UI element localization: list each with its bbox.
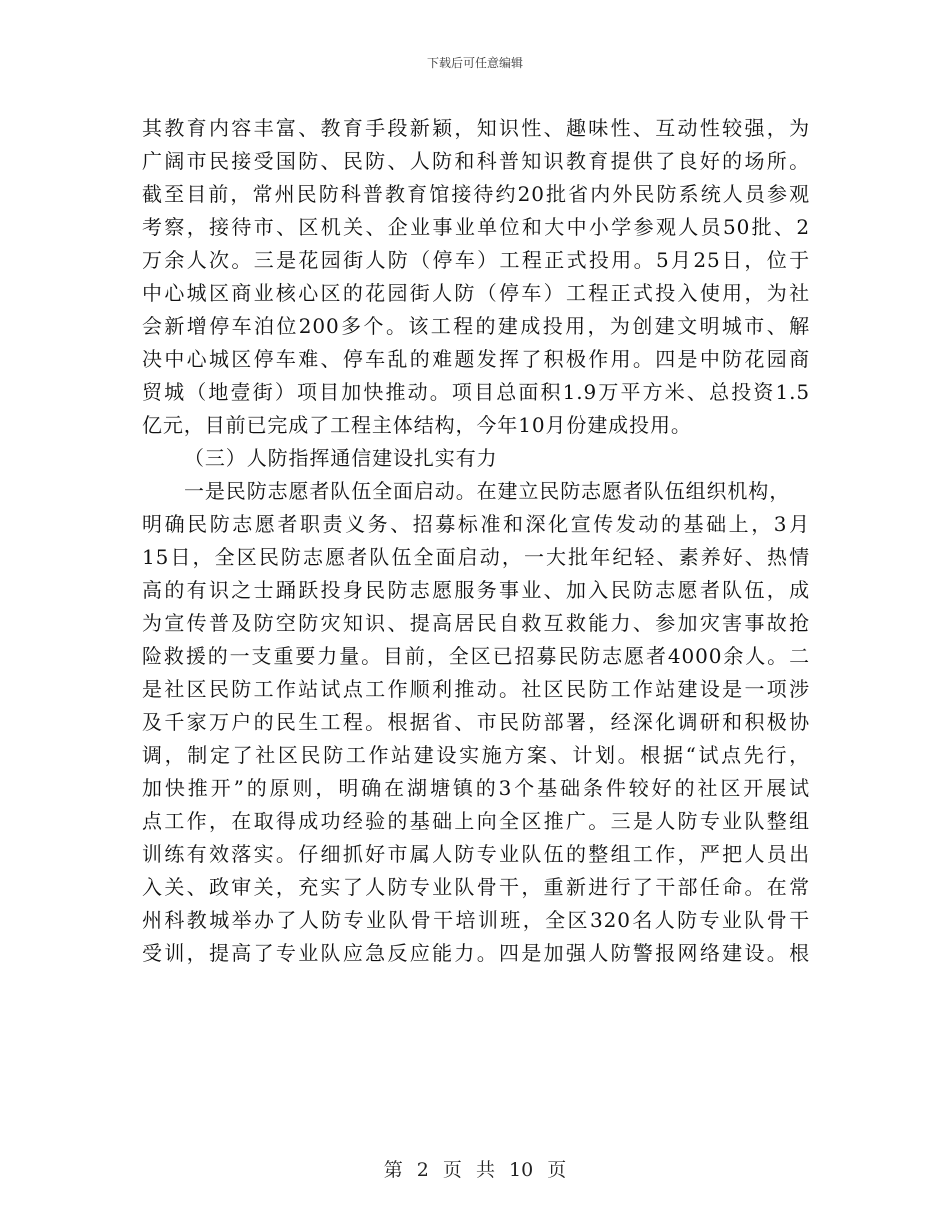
- text-line: 会新增停车泊位200多个。该工程的建成投用，为创建文明城市、解: [142, 314, 810, 338]
- text-line: 其教育内容丰富、教育手段新颖，知识性、趣味性、互动性较强，为: [142, 116, 810, 140]
- text-line: 贸城（地壹街）项目加快推动。项目总面积1.9万平方米、总投资1.5: [142, 380, 810, 404]
- text-line: 决中心城区停车难、停车乱的难题发挥了积极作用。四是中防花园商: [142, 347, 810, 371]
- text-line: 训练有效落实。仔细抓好市属人防专业队伍的整组工作，严把人员出: [142, 842, 810, 866]
- text-line: 入关、政审关，充实了人防专业队骨干，重新进行了干部任命。在常: [142, 875, 810, 899]
- text-line: 一是民防志愿者队伍全面启动。在建立民防志愿者队伍组织机构，: [184, 479, 791, 503]
- text-line: 及千家万户的民生工程。根据省、市民防部署，经深化调研和积极协: [142, 710, 810, 734]
- text-line: 是社区民防工作站试点工作顺利推动。社区民防工作站建设是一项涉: [142, 677, 810, 701]
- page-footer: 第 2 页 共 10 页: [383, 1159, 567, 1181]
- text-line: 州科教城举办了人防专业队骨干培训班，全区320名人防专业队骨干: [142, 908, 810, 932]
- text-line: 调，制定了社区民防工作站建设实施方案、计划。根据“试点先行，: [142, 743, 810, 767]
- text-line: 险救援的一支重要力量。目前，全区已招募民防志愿者4000余人。二: [142, 644, 810, 668]
- page-header: 下载后可任意编辑: [426, 56, 523, 70]
- text-line: 明确民防志愿者职责义务、招募标准和深化宣传发动的基础上，3月: [142, 512, 810, 536]
- paragraph-1: [142, 112, 810, 442]
- text-line: 亿元，目前已完成了工程主体结构，今年10月份建成投用。: [142, 413, 692, 437]
- text-line: 万余人次。三是花园街人防（停车）工程正式投用。5月25日，位于: [142, 248, 810, 272]
- document-body: [142, 112, 810, 970]
- section-heading: （三）人防指挥通信建设扎实有力: [184, 446, 498, 470]
- paragraph-2: [142, 475, 810, 970]
- text-line: 考察，接待市、区机关、企业事业单位和大中小学参观人员50批、2: [142, 215, 810, 239]
- text-line: 截至目前，常州民防科普教育馆接待约20批省内外民防系统人员参观: [142, 182, 810, 206]
- text-line: 加快推开”的原则，明确在湖塘镇的3个基础条件较好的社区开展试: [142, 776, 810, 800]
- text-line: 为宣传普及防空防灾知识、提高居民自救互救能力、参加灾害事故抢: [142, 611, 810, 635]
- text-line: 高的有识之士踊跃投身民防志愿服务事业、加入民防志愿者队伍，成: [142, 578, 810, 602]
- text-line: 广阔市民接受国防、民防、人防和科普知识教育提供了良好的场所。: [142, 149, 810, 173]
- text-line: 中心城区商业核心区的花园街人防（停车）工程正式投入使用，为社: [142, 281, 810, 305]
- text-line: 受训，提高了专业队应急反应能力。四是加强人防警报网络建设。根: [142, 941, 810, 965]
- text-line: 点工作，在取得成功经验的基础上向全区推广。三是人防专业队整组: [142, 809, 810, 833]
- text-line: 15日，全区民防志愿者队伍全面启动，一大批年纪轻、素养好、热情: [142, 545, 810, 569]
